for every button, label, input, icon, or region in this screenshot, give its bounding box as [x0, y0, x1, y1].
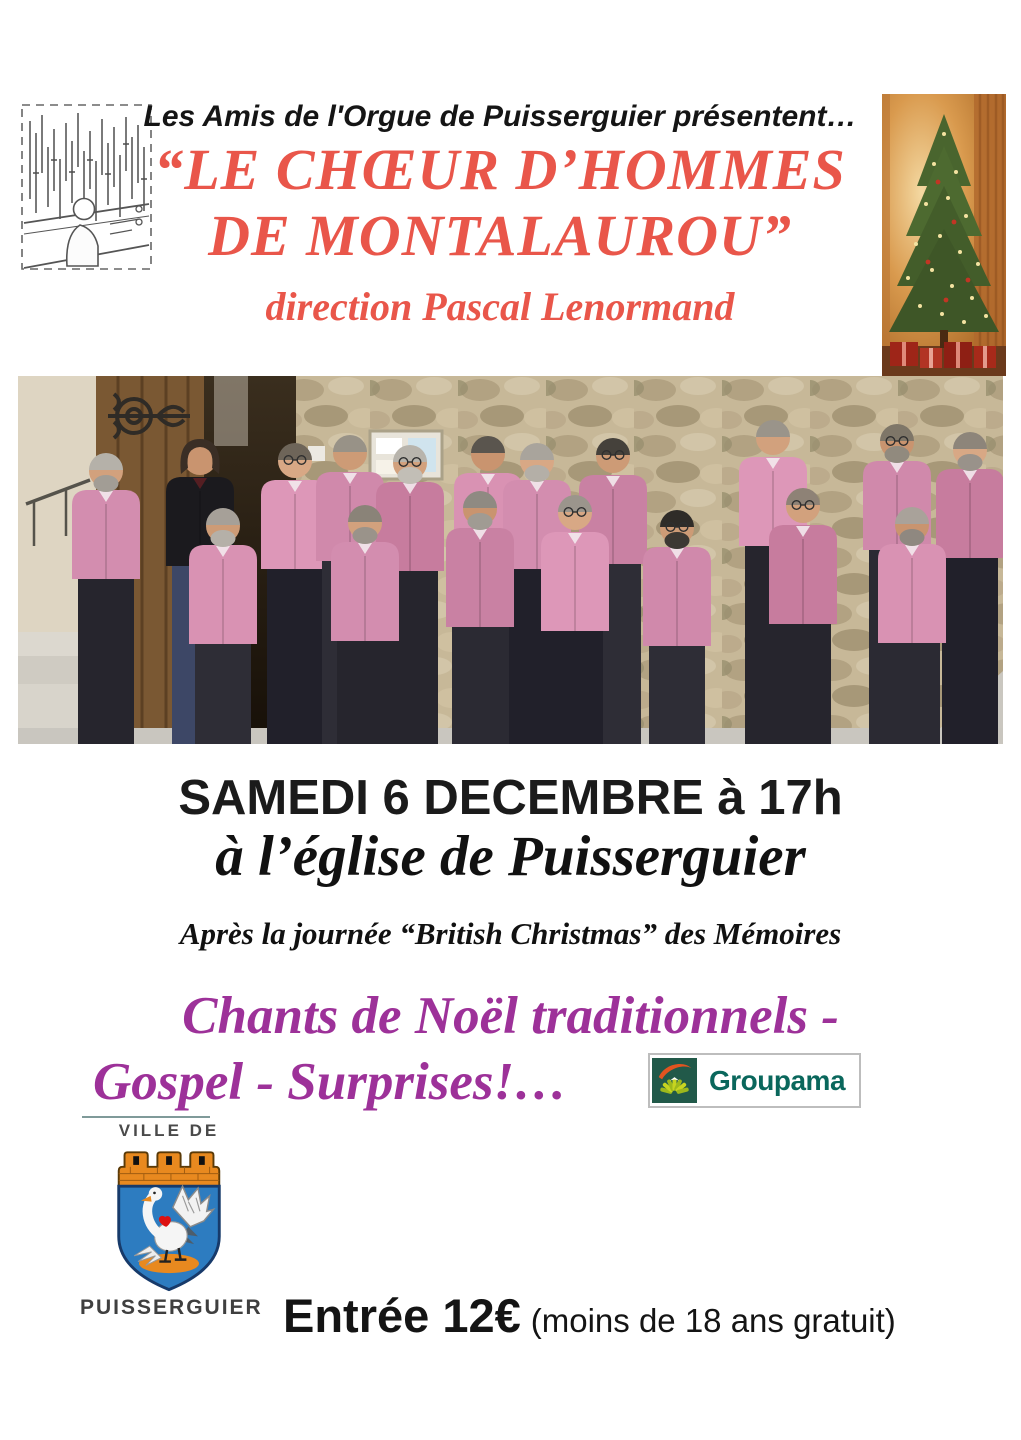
- price-note: (moins de 18 ans gratuit): [530, 1302, 896, 1339]
- direction-line: direction Pascal Lenormand: [265, 284, 735, 329]
- choir-photo: [18, 376, 1003, 744]
- seal-bottom-label: PUISSERGUIER: [80, 1296, 263, 1319]
- city-seal: [80, 1116, 263, 1320]
- program-line-1: Chants de Noël traditionnels -: [182, 987, 839, 1045]
- groupama-emblem-icon: [652, 1058, 697, 1103]
- choir-member: [446, 491, 514, 744]
- program-line-2: Gospel - Surprises!…: [93, 1053, 568, 1111]
- groupama-name: Groupama: [708, 1064, 846, 1096]
- shield-castle: [119, 1152, 220, 1186]
- christmas-tree-photo: [882, 94, 1006, 376]
- subtitle-line: Après la journée “British Christmas” des Mémoires: [179, 916, 842, 951]
- seal-shield-icon: [111, 1146, 227, 1294]
- price-line: [283, 1288, 896, 1343]
- choir-member: [72, 453, 140, 744]
- choir-member: [769, 488, 837, 744]
- seal-top-label: VILLE DE: [118, 1121, 220, 1140]
- choir-member: [936, 432, 1003, 744]
- main-title-line-1: “LE CHŒUR D’HOMMES: [154, 137, 846, 202]
- main-title-line-2: DE MONTALAUROU”: [208, 203, 792, 268]
- date-line: SAMEDI 6 DECEMBRE à 17h: [178, 771, 843, 825]
- venue-line: à l’église de Puisserguier: [215, 825, 806, 888]
- seal-rule: [82, 1116, 210, 1118]
- groupama-logo: [648, 1053, 861, 1108]
- price-main: Entrée 12€: [283, 1289, 521, 1342]
- presenter-line: Les Amis de l'Orgue de Puisserguier présentent…: [143, 100, 857, 133]
